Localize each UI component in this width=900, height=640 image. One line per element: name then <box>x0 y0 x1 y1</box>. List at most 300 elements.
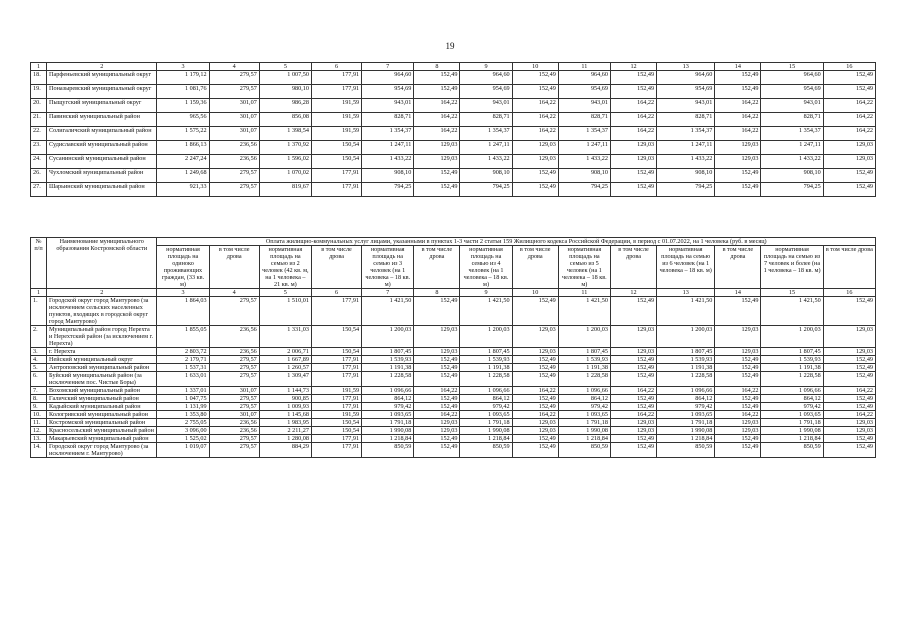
value-cell: 864,12 <box>362 395 414 403</box>
value-cell: 1 096,66 <box>558 387 610 395</box>
value-cell: 1 096,66 <box>460 387 512 395</box>
value-cell: 164,22 <box>414 387 460 395</box>
value-cell: 979,42 <box>657 403 715 411</box>
value-cell: 1 081,76 <box>157 85 209 99</box>
municipality-name: Городской округ город Мантурово (за исключением сельских населенных пунктов, входящих в городской округ город Мантурово) <box>47 297 157 326</box>
value-cell: 1 093,65 <box>558 411 610 419</box>
column-header: нормативная площадь на семью из 3 человек (на 1 человека – 18 кв. м) <box>362 246 414 289</box>
column-index-cell: 9 <box>460 289 512 297</box>
value-cell: 301,07 <box>209 113 259 127</box>
value-cell: 1 247,11 <box>657 141 715 155</box>
table-row <box>31 99 876 113</box>
value-cell: 2 247,24 <box>157 155 209 169</box>
value-cell: 1 093,65 <box>362 411 414 419</box>
value-cell: 1 633,01 <box>157 372 209 387</box>
value-cell: 129,03 <box>512 427 558 435</box>
value-cell: 1 398,54 <box>259 127 311 141</box>
value-cell: 921,33 <box>157 183 209 197</box>
column-header: нормативная площадь на семью из 5 человек (на 1 человека – 18 кв. м) <box>558 246 610 289</box>
value-cell: 1 191,38 <box>460 364 512 372</box>
value-cell: 152,49 <box>610 364 656 372</box>
value-cell: 1 421,50 <box>558 297 610 326</box>
value-cell: 1 093,65 <box>460 411 512 419</box>
column-index-cell: 4 <box>209 63 259 71</box>
value-cell: 1 807,45 <box>460 348 512 356</box>
column-index-row <box>31 289 876 297</box>
value-cell: 152,49 <box>823 183 875 197</box>
value-cell: 152,49 <box>512 395 558 403</box>
value-cell: 864,12 <box>460 395 512 403</box>
column-index-cell: 15 <box>761 289 823 297</box>
value-cell: 954,69 <box>460 85 512 99</box>
column-index-cell: 16 <box>823 63 875 71</box>
value-cell: 1 260,57 <box>259 364 311 372</box>
value-cell: 979,42 <box>558 403 610 411</box>
row-number: 26. <box>31 169 47 183</box>
value-cell: 129,03 <box>823 427 875 435</box>
value-cell: 1 433,22 <box>761 155 823 169</box>
value-cell: 152,49 <box>610 395 656 403</box>
value-cell: 152,49 <box>823 395 875 403</box>
value-cell: 1 131,99 <box>157 403 209 411</box>
value-cell: 2 006,71 <box>259 348 311 356</box>
value-cell: 152,49 <box>610 71 656 85</box>
value-cell: 954,69 <box>657 85 715 99</box>
value-cell: 1 990,08 <box>362 427 414 435</box>
value-cell: 964,60 <box>761 71 823 85</box>
value-cell: 1 144,73 <box>259 387 311 395</box>
value-cell: 979,42 <box>460 403 512 411</box>
value-cell: 301,07 <box>209 127 259 141</box>
value-cell: 129,03 <box>414 419 460 427</box>
value-cell: 1 218,84 <box>460 435 512 443</box>
value-cell: 828,71 <box>761 113 823 127</box>
municipality-name: Пыщугский муниципальный округ <box>47 99 157 113</box>
value-cell: 1 309,47 <box>259 372 311 387</box>
value-cell: 2 179,71 <box>157 356 209 364</box>
value-cell: 164,22 <box>414 113 460 127</box>
value-cell: 152,49 <box>512 183 558 197</box>
value-cell: 2 755,05 <box>157 419 209 427</box>
municipality-name: Красносельский муниципальный район <box>47 427 157 435</box>
value-cell: 129,03 <box>823 419 875 427</box>
value-cell: 164,22 <box>414 99 460 113</box>
value-cell: 1 019,07 <box>157 443 209 458</box>
table-row <box>31 155 876 169</box>
value-cell: 1 575,22 <box>157 127 209 141</box>
value-cell: 943,01 <box>362 99 414 113</box>
value-cell: 177,91 <box>311 443 361 458</box>
value-cell: 129,03 <box>414 348 460 356</box>
page-number: 19 <box>445 41 455 51</box>
value-cell: 164,22 <box>715 99 761 113</box>
value-cell: 1 191,38 <box>761 364 823 372</box>
value-cell: 191,59 <box>311 113 361 127</box>
value-cell: 3 096,00 <box>157 427 209 435</box>
value-cell: 177,91 <box>311 356 361 364</box>
value-cell: 164,22 <box>512 127 558 141</box>
value-cell: 164,22 <box>715 113 761 127</box>
value-cell: 152,49 <box>512 403 558 411</box>
value-cell: 164,22 <box>715 411 761 419</box>
column-index-cell: 5 <box>259 63 311 71</box>
value-cell: 152,49 <box>512 443 558 458</box>
value-cell: 152,49 <box>414 71 460 85</box>
value-cell: 177,91 <box>311 85 361 99</box>
row-number: 5. <box>31 364 47 372</box>
value-cell: 900,85 <box>259 395 311 403</box>
value-cell: 1 990,08 <box>558 427 610 435</box>
value-cell: 279,57 <box>209 297 259 326</box>
value-cell: 152,49 <box>610 85 656 99</box>
value-cell: 164,22 <box>512 99 558 113</box>
row-number: 13. <box>31 435 47 443</box>
value-cell: 279,57 <box>209 443 259 458</box>
value-cell: 828,71 <box>362 113 414 127</box>
column-index-cell: 6 <box>311 63 361 71</box>
value-cell: 164,22 <box>823 387 875 395</box>
value-cell: 964,60 <box>657 71 715 85</box>
value-cell: 152,49 <box>610 443 656 458</box>
value-cell: 152,49 <box>512 71 558 85</box>
column-index-cell: 13 <box>657 289 715 297</box>
value-cell: 794,25 <box>558 183 610 197</box>
value-cell: 1 280,08 <box>259 435 311 443</box>
value-cell: 954,69 <box>558 85 610 99</box>
value-cell: 856,08 <box>259 113 311 127</box>
value-cell: 191,59 <box>311 411 361 419</box>
municipality-name: г. Нерехта <box>47 348 157 356</box>
row-number: 3. <box>31 348 47 356</box>
value-cell: 1 433,22 <box>657 155 715 169</box>
value-cell: 236,56 <box>209 141 259 155</box>
value-cell: 129,03 <box>715 348 761 356</box>
value-cell: 152,49 <box>610 297 656 326</box>
value-cell: 129,03 <box>823 155 875 169</box>
value-cell: 1 525,02 <box>157 435 209 443</box>
row-number: 9. <box>31 403 47 411</box>
table-row <box>31 364 876 372</box>
value-cell: 129,03 <box>715 419 761 427</box>
value-cell: 152,49 <box>715 443 761 458</box>
value-cell: 279,57 <box>209 169 259 183</box>
municipality-name: Буйский муниципальный район (за исключением пос. Чистые Боры) <box>47 372 157 387</box>
value-cell: 1 596,02 <box>259 155 311 169</box>
value-cell: 191,59 <box>311 99 361 113</box>
value-cell: 1 990,08 <box>657 427 715 435</box>
table-row <box>31 403 876 411</box>
value-cell: 152,49 <box>823 435 875 443</box>
value-cell: 129,03 <box>414 155 460 169</box>
table-row <box>31 127 876 141</box>
value-cell: 152,49 <box>715 372 761 387</box>
value-cell: 965,56 <box>157 113 209 127</box>
column-index-cell: 14 <box>715 289 761 297</box>
value-cell: 979,42 <box>761 403 823 411</box>
municipality-name: Чухломский муниципальный район <box>47 169 157 183</box>
value-cell: 129,03 <box>715 155 761 169</box>
row-number: 21. <box>31 113 47 127</box>
table-row <box>31 356 876 364</box>
municipality-name: Кадыйский муниципальный район <box>47 403 157 411</box>
row-number: 11. <box>31 419 47 427</box>
value-cell: 129,03 <box>823 326 875 348</box>
value-cell: 850,59 <box>362 443 414 458</box>
value-cell: 152,49 <box>823 443 875 458</box>
row-number: 4. <box>31 356 47 364</box>
row-number: 8. <box>31 395 47 403</box>
municipality-name: Солигаличский муниципальный район <box>47 127 157 141</box>
value-cell: 1 983,95 <box>259 419 311 427</box>
value-cell: 129,03 <box>823 141 875 155</box>
value-cell: 1 200,03 <box>362 326 414 348</box>
value-cell: 1 200,03 <box>657 326 715 348</box>
value-cell: 177,91 <box>311 372 361 387</box>
value-cell: 152,49 <box>414 372 460 387</box>
row-number: 6. <box>31 372 47 387</box>
value-cell: 1 247,11 <box>460 141 512 155</box>
table-row <box>31 113 876 127</box>
column-index-cell: 9 <box>460 63 512 71</box>
value-cell: 152,49 <box>823 372 875 387</box>
value-cell: 1 791,18 <box>558 419 610 427</box>
value-cell: 279,57 <box>209 183 259 197</box>
municipality-name: Вохомский муниципальный район <box>47 387 157 395</box>
value-cell: 850,59 <box>460 443 512 458</box>
value-cell: 150,54 <box>311 348 361 356</box>
value-cell: 1 096,66 <box>362 387 414 395</box>
value-cell: 129,03 <box>715 141 761 155</box>
value-cell: 152,49 <box>512 356 558 364</box>
column-index-cell: 1 <box>31 63 47 71</box>
header-group: Оплата жилищно-коммунальных услуг лицами, указанными в пунктах 1-3 части 2 статьи 159 Жилищного кодекса Российской Федерации, в период с 01.07.2022, на 1 человека (руб. в месяц) <box>157 238 876 246</box>
value-cell: 794,25 <box>761 183 823 197</box>
column-header: в том числе дрова <box>414 246 460 289</box>
column-index-cell: 16 <box>823 289 875 297</box>
value-cell: 152,49 <box>414 356 460 364</box>
value-cell: 152,49 <box>414 297 460 326</box>
column-header: нормативная площадь на семью из 7 человек и более (на 1 человека – 18 кв. м) <box>761 246 823 289</box>
value-cell: 164,22 <box>823 113 875 127</box>
value-cell: 1 421,50 <box>460 297 512 326</box>
value-cell: 828,71 <box>558 113 610 127</box>
municipality-name: Парфеньевский муниципальный округ <box>47 71 157 85</box>
value-cell: 1 354,37 <box>761 127 823 141</box>
value-cell: 129,03 <box>715 326 761 348</box>
row-number: 1. <box>31 297 47 326</box>
value-cell: 152,49 <box>823 85 875 99</box>
row-number: 12. <box>31 427 47 435</box>
value-cell: 1 990,08 <box>460 427 512 435</box>
value-cell: 1 218,84 <box>657 435 715 443</box>
value-cell: 152,49 <box>715 297 761 326</box>
value-cell: 164,22 <box>823 99 875 113</box>
column-index-cell: 12 <box>610 63 656 71</box>
value-cell: 1 145,68 <box>259 411 311 419</box>
value-cell: 152,49 <box>414 183 460 197</box>
column-header: в том числе дрова <box>610 246 656 289</box>
value-cell: 279,57 <box>209 372 259 387</box>
value-cell: 164,22 <box>610 113 656 127</box>
value-cell: 1 539,93 <box>362 356 414 364</box>
value-cell: 152,49 <box>610 356 656 364</box>
municipality-name: Галичский муниципальный район <box>47 395 157 403</box>
value-cell: 279,57 <box>209 395 259 403</box>
value-cell: 864,12 <box>558 395 610 403</box>
value-cell: 1 228,58 <box>761 372 823 387</box>
value-cell: 152,49 <box>715 71 761 85</box>
value-cell: 152,49 <box>715 85 761 99</box>
table-row <box>31 71 876 85</box>
value-cell: 152,49 <box>610 183 656 197</box>
municipality-name: Городской округ город Мантурово (за исключением г. Мантурово) <box>47 443 157 458</box>
row-number: 23. <box>31 141 47 155</box>
column-header: нормативная площадь на семью из 4 человек (на 1 человека – 18 кв. м) <box>460 246 512 289</box>
municipality-name: Муниципальный район город Нерехта и Нерехтский район (за исключением г. Нерехта) <box>47 326 157 348</box>
value-cell: 129,03 <box>610 419 656 427</box>
value-cell: 1 354,37 <box>362 127 414 141</box>
value-cell: 279,57 <box>209 403 259 411</box>
municipality-name: Кологривский муниципальный район <box>47 411 157 419</box>
value-cell: 979,42 <box>362 403 414 411</box>
value-cell: 1 200,03 <box>761 326 823 348</box>
value-cell: 236,56 <box>209 348 259 356</box>
column-index-row <box>31 63 876 71</box>
column-index-cell: 5 <box>259 289 311 297</box>
value-cell: 964,60 <box>362 71 414 85</box>
value-cell: 1 247,11 <box>558 141 610 155</box>
value-cell: 164,22 <box>414 411 460 419</box>
header-num: № п/п <box>31 238 47 289</box>
value-cell: 1 855,05 <box>157 326 209 348</box>
value-cell: 1 807,45 <box>761 348 823 356</box>
value-cell: 908,10 <box>460 169 512 183</box>
value-cell: 129,03 <box>610 326 656 348</box>
municipality-name: Нейский муниципальный округ <box>47 356 157 364</box>
value-cell: 177,91 <box>311 297 361 326</box>
value-cell: 943,01 <box>657 99 715 113</box>
municipality-name: Костромской муниципальный район <box>47 419 157 427</box>
column-index-cell: 2 <box>47 289 157 297</box>
value-cell: 152,49 <box>512 364 558 372</box>
value-cell: 152,49 <box>512 435 558 443</box>
table-row <box>31 435 876 443</box>
value-cell: 1 353,80 <box>157 411 209 419</box>
table-row <box>31 348 876 356</box>
value-cell: 177,91 <box>311 169 361 183</box>
column-index-cell: 8 <box>414 289 460 297</box>
value-cell: 152,49 <box>414 169 460 183</box>
value-cell: 1 228,58 <box>460 372 512 387</box>
value-cell: 1 807,45 <box>558 348 610 356</box>
value-cell: 129,03 <box>414 141 460 155</box>
value-cell: 1 047,75 <box>157 395 209 403</box>
column-index-cell: 4 <box>209 289 259 297</box>
value-cell: 1 218,84 <box>761 435 823 443</box>
value-cell: 152,49 <box>823 297 875 326</box>
value-cell: 152,49 <box>715 435 761 443</box>
value-cell: 850,59 <box>761 443 823 458</box>
value-cell: 1 228,58 <box>657 372 715 387</box>
value-cell: 1 791,18 <box>460 419 512 427</box>
value-cell: 152,49 <box>414 395 460 403</box>
column-index-cell: 13 <box>657 63 715 71</box>
value-cell: 129,03 <box>414 326 460 348</box>
value-cell: 908,10 <box>761 169 823 183</box>
value-cell: 150,54 <box>311 419 361 427</box>
table-row <box>31 427 876 435</box>
value-cell: 152,49 <box>715 395 761 403</box>
header-municipality: Наименование муниципального образования Костромской области <box>47 238 157 289</box>
municipality-name: Сусанинский муниципальный район <box>47 155 157 169</box>
value-cell: 954,69 <box>761 85 823 99</box>
value-cell: 1 249,68 <box>157 169 209 183</box>
municipality-name: Павинский муниципальный район <box>47 113 157 127</box>
value-cell: 177,91 <box>311 403 361 411</box>
value-cell: 1 433,22 <box>362 155 414 169</box>
value-cell: 1 866,13 <box>157 141 209 155</box>
value-cell: 164,22 <box>715 127 761 141</box>
value-cell: 1 337,01 <box>157 387 209 395</box>
value-cell: 236,56 <box>209 427 259 435</box>
value-cell: 1 421,50 <box>362 297 414 326</box>
value-cell: 986,28 <box>259 99 311 113</box>
column-header: нормативная площадь на семью из 2 человек (42 кв. м, на 1 человека – 21 кв. м) <box>259 246 311 289</box>
value-cell: 152,49 <box>715 183 761 197</box>
value-cell: 129,03 <box>512 419 558 427</box>
value-cell: 1 354,37 <box>657 127 715 141</box>
municipality-name: Антроповский муниципальный район <box>47 364 157 372</box>
value-cell: 1 667,89 <box>259 356 311 364</box>
value-cell: 191,59 <box>311 127 361 141</box>
column-index-cell: 8 <box>414 63 460 71</box>
value-cell: 152,49 <box>823 364 875 372</box>
table-row <box>31 395 876 403</box>
value-cell: 152,49 <box>715 356 761 364</box>
value-cell: 1 200,03 <box>558 326 610 348</box>
value-cell: 152,49 <box>414 435 460 443</box>
value-cell: 1 990,08 <box>761 427 823 435</box>
column-index-cell: 1 <box>31 289 47 297</box>
value-cell: 236,56 <box>209 155 259 169</box>
column-index-cell: 15 <box>761 63 823 71</box>
value-cell: 1 096,66 <box>657 387 715 395</box>
column-index-cell: 7 <box>362 63 414 71</box>
value-cell: 1 247,11 <box>362 141 414 155</box>
column-index-cell: 2 <box>47 63 157 71</box>
value-cell: 1 070,02 <box>259 169 311 183</box>
value-cell: 164,22 <box>610 387 656 395</box>
value-cell: 279,57 <box>209 356 259 364</box>
value-cell: 1 539,93 <box>761 356 823 364</box>
value-cell: 943,01 <box>460 99 512 113</box>
row-number: 22. <box>31 127 47 141</box>
value-cell: 152,49 <box>414 403 460 411</box>
value-cell: 164,22 <box>512 411 558 419</box>
value-cell: 301,07 <box>209 411 259 419</box>
value-cell: 1 331,03 <box>259 326 311 348</box>
value-cell: 2 803,72 <box>157 348 209 356</box>
value-cell: 794,25 <box>460 183 512 197</box>
column-header: в том числе дрова <box>311 246 361 289</box>
column-index-cell: 14 <box>715 63 761 71</box>
value-cell: 164,22 <box>715 387 761 395</box>
value-cell: 164,22 <box>512 113 558 127</box>
value-cell: 191,59 <box>311 387 361 395</box>
value-cell: 1 537,31 <box>157 364 209 372</box>
value-cell: 1 191,38 <box>657 364 715 372</box>
value-cell: 164,22 <box>610 99 656 113</box>
